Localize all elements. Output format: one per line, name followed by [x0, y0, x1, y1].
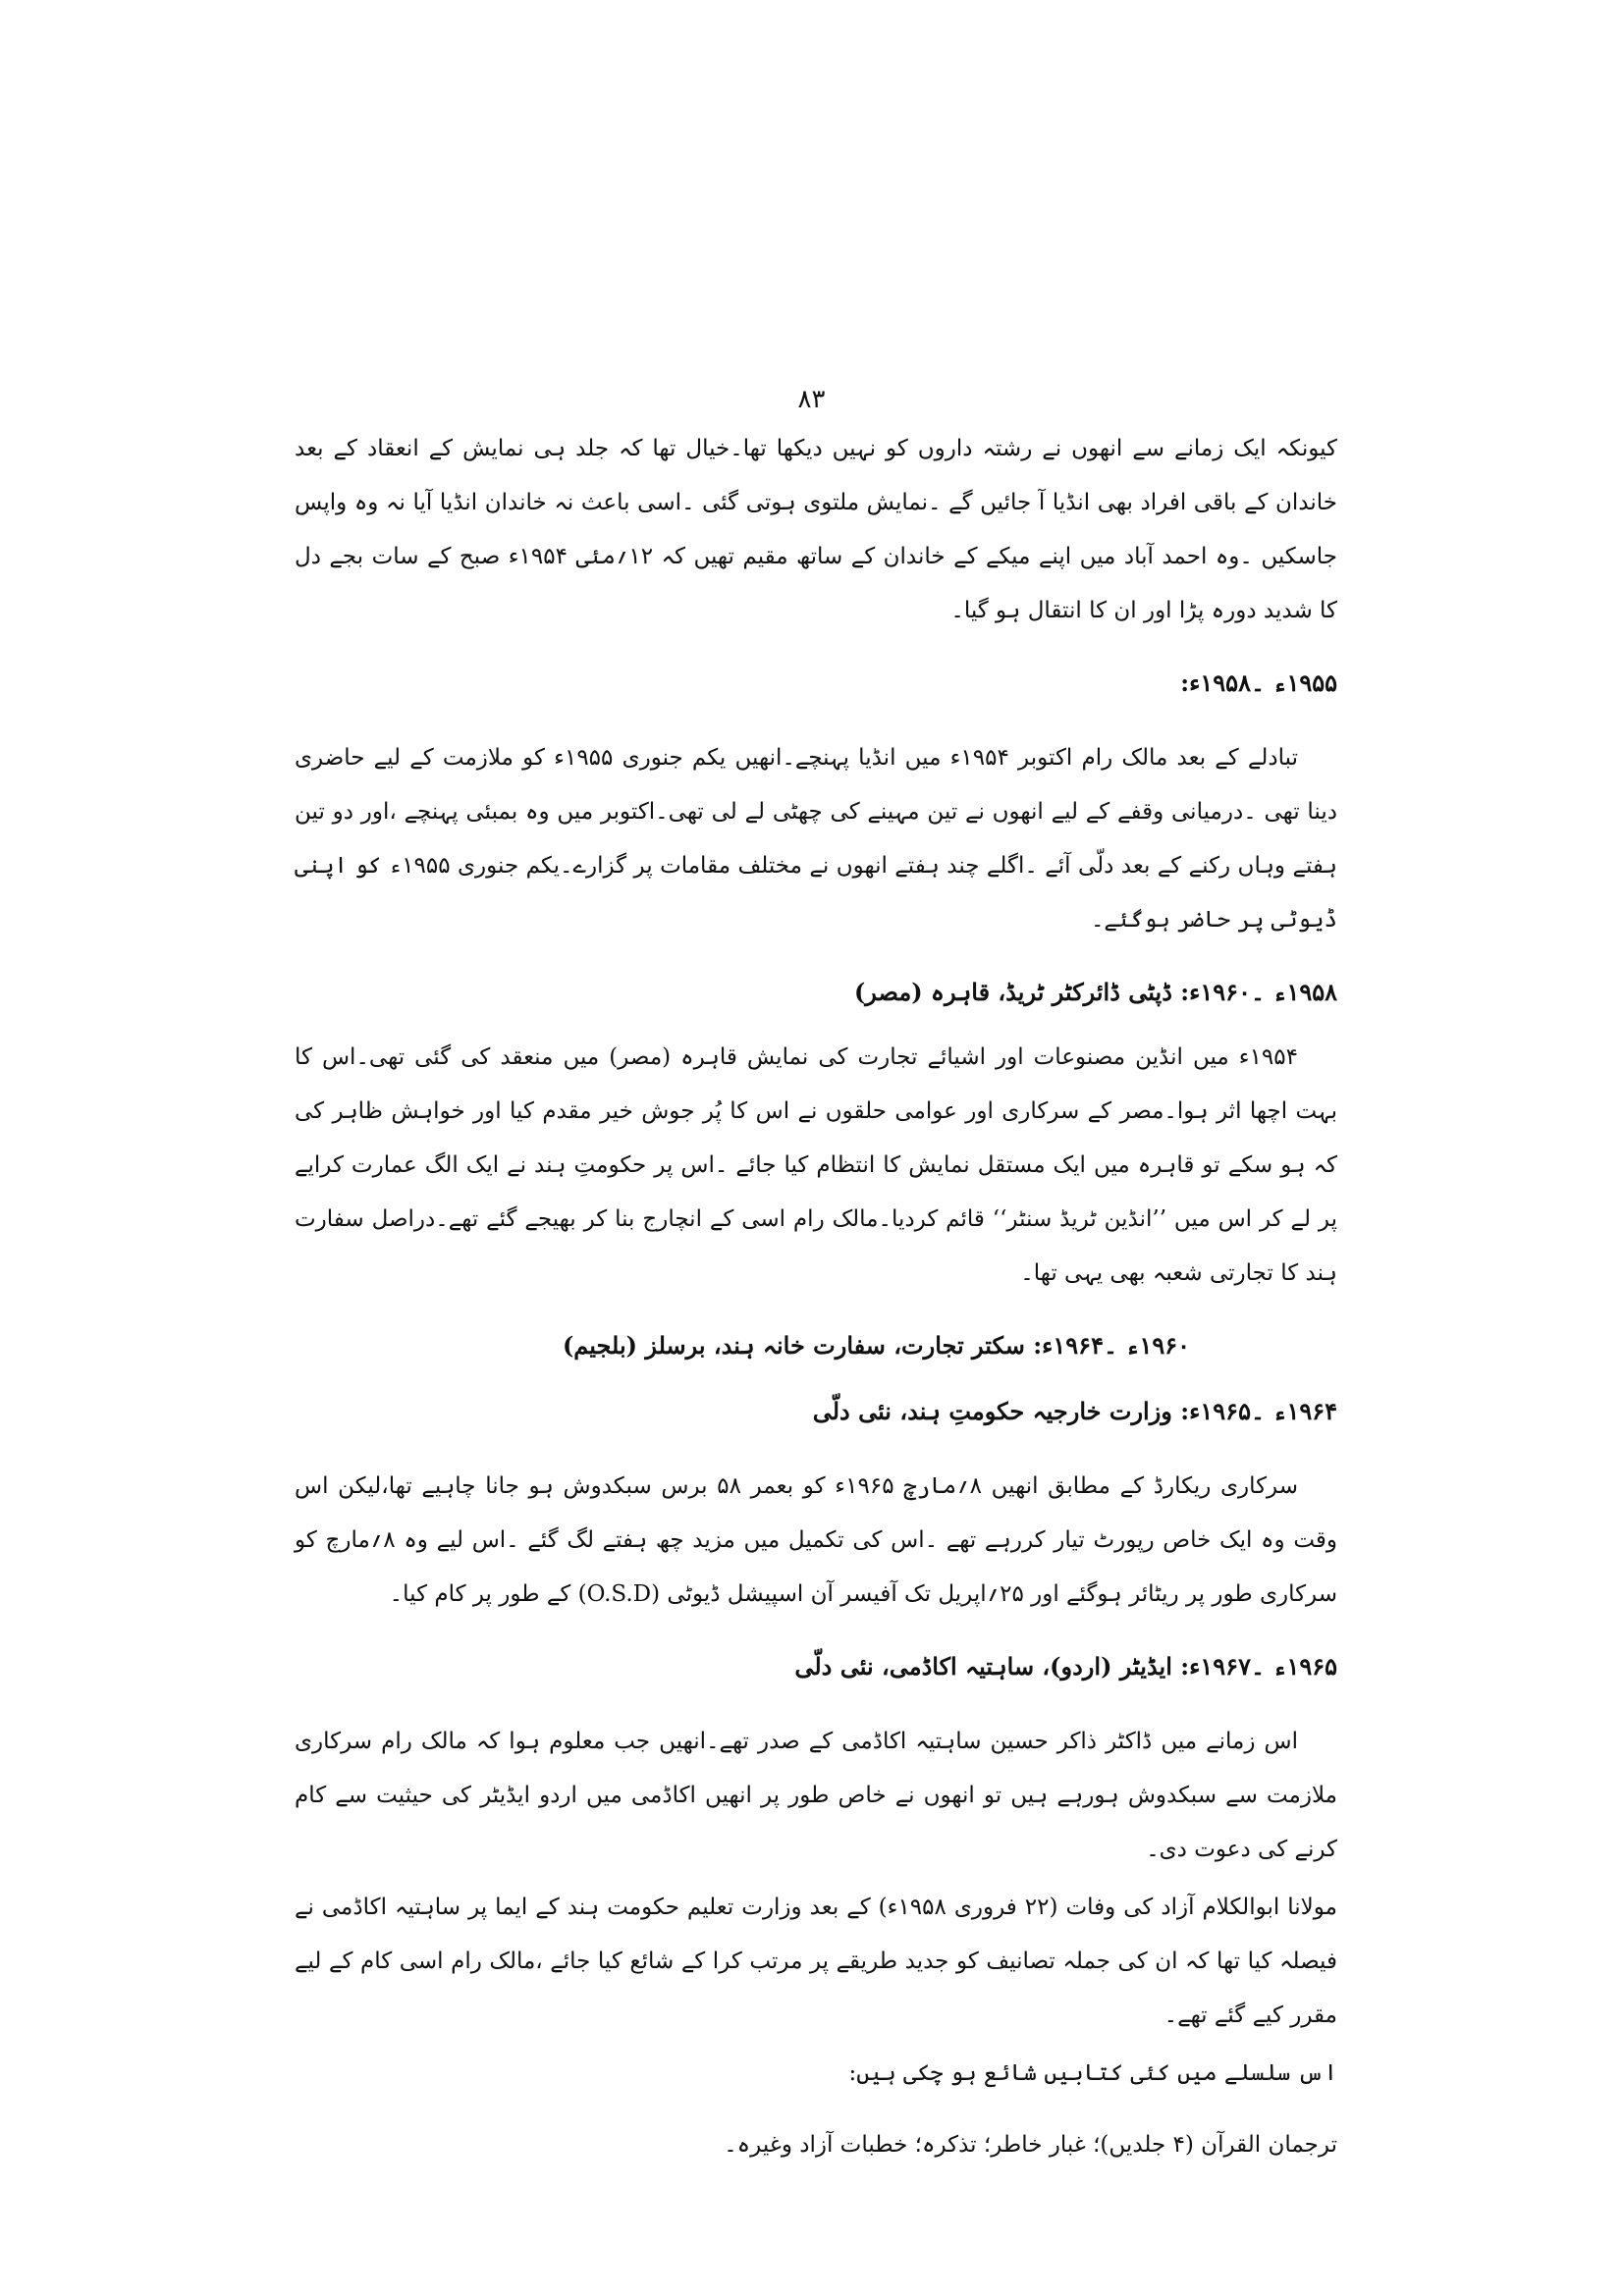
paragraph-retirement: سرکاری ریکارڈ کے مطابق انھیں ۸؍مارچ ۱۹۶۵ء کو بعمر ۵۸ برس سبکدوش ہو جانا چاہیے تھا،لیکن اس وقت وہ ایک خاص رپورٹ تیار کررہے تھے ۔اس کی تکمیل میں مزید چھ ہفتے لگ گئے ۔اس لیے وہ ۸؍مارچ کو سرکاری طور پر ریٹائر ہوگئے اور ۲۵؍اپریل تک آفیسر آن اسپیشل ڈیوٹی (O.S.D) کے طور پر کام کیا۔	[295, 1473, 1338, 1607]
section-heading-brussels: ۱۹۶۰ء ۔۱۹۶۴ء: سکتر تجارت، سفارت خانہ ہند، برسلز (بلجیم)	[562, 1331, 1190, 1360]
paragraph-cairo-exhibition: ۱۹۵۴ء میں انڈین مصنوعات اور اشیائے تجارت کی نمایش قاہرہ (مصر) میں منعقد کی گئی تھی۔اس کا بہت اچھا اثر ہوا۔مصر کے سرکاری اور عوامی حلقوں نے اس کا پُر جوش خیر مقدم کیا اور خواہش ظاہر کی کہ ہو سکے تو قاہرہ میں ایک مستقل نمایش کا انتظام کیا جائے ۔اس پر حکومتِ ہند نے ایک الگ عمارت کرایے پر لے کر اس میں ’’انڈین ٹریڈ سنٹر‘‘ قائم کردیا۔مالک رام اسی کے انچارج بنا کر بھیجے گئے تھے۔دراصل سفارت ہند کا تجارتی شعبہ بھی یہی تھا۔	[295, 1044, 1337, 1286]
paragraph-family-passing: کیونکہ ایک زمانے سے انھوں نے رشتہ داروں کو نہیں دیکھا تھا۔خیال تھا کہ جلد ہی نمایش کے انعقاد کے بعد خاندان کے باقی افراد بھی انڈیا آ جائیں گے ۔نمایش ملتوی ہوتی گئی ۔اسی باعث نہ خاندان انڈیا آیا نہ وہ واپس جاسکیں ۔وہ احمد آباد میں اپنے میکے کے خاندان کے ساتھ مقیم تھیں کہ ۱۲؍مئی ۱۹۵۴ء صبح کے سات بجے دل کا شدید دورہ پڑا اور ان کا انتقال ہو گیا۔	[295, 436, 1337, 623]
section-heading-foreign-ministry: ۱۹۶۴ء ۔۱۹۶۵ء: وزارت خارجیہ حکومتِ ہند، نئی دلّی	[812, 1397, 1337, 1425]
paragraph-books-published: اس سلسلے میں کئی کتابیں شائع ہو چکی ہیں:	[848, 2060, 1337, 2086]
paragraph-azad-works: مولانا ابوالکلام آزاد کی وفات (۲۲ فروری ۱۹۵۸ء) کے بعد وزارت تعلیم حکومت ہند کے ایما پر ساہتیہ اکاڈمی نے فیصلہ کیا تھا کہ ان کی جملہ تصانیف کو جدید طریقے پر مرتب کرا کے شائع کیا جائے ،مالک رام اسی کام کے لیے مقرر کیے گئے تھے۔	[295, 1895, 1337, 2028]
paragraph-book-list: ترجمان القرآن (۴ جلدیں)؛ غبار خاطر؛ تذکرہ؛ خطبات آزاد وغیرہ۔	[724, 2132, 1337, 2158]
paragraph-transfer-india: تبادلے کے بعد مالک رام اکتوبر ۱۹۵۴ء میں انڈیا پہنچے۔انھیں یکم جنوری ۱۹۵۵ء کو ملازمت کے لیے حاضری دینا تھی ۔درمیانی وقفے کے لیے انھوں نے تین مہینے کی چھٹی لے لی تھی۔اکتوبر میں وہ بمبئی پہنچے ،اور دو تین ہفتے وہاں رکنے کے بعد دلّی آئے ۔اگلے چند ہفتے انھوں نے مختلف مقامات پر گزارے۔یکم جنوری ۱۹۵۵ء کو اپنی ڈیوٹی پر حاضر ہوگئے۔	[295, 745, 1337, 933]
section-heading-cairo: ۱۹۵۸ء ۔۱۹۶۰ء: ڈپٹی ڈائرکٹر ٹریڈ، قاہرہ (مصر)	[853, 978, 1337, 1006]
paragraph-zakir-husain: اس زمانے میں ڈاکٹر ذاکر حسین ساہتیہ اکاڈمی کے صدر تھے۔انھیں جب معلوم ہوا کہ مالک رام سرکاری ملازمت سے سبکدوش ہورہے ہیں تو انھوں نے خاص طور پر انھیں اکاڈمی میں اردو ایڈیٹر کی حیثیت سے کام کرنے کی دعوت دی۔	[295, 1729, 1337, 1862]
page-body	[295, 422, 1337, 2190]
section-heading-1955-1958: ۱۹۵۵ء ۔۱۹۵۸ء:	[1180, 668, 1337, 697]
section-heading-sahitya-akademi: ۱۹۶۵ء ۔۱۹۶۷ء: ایڈیٹر (اردو)، ساہتیہ اکاڈمی، نئی دلّی	[794, 1652, 1337, 1681]
page-number: ۸۳	[797, 385, 826, 414]
